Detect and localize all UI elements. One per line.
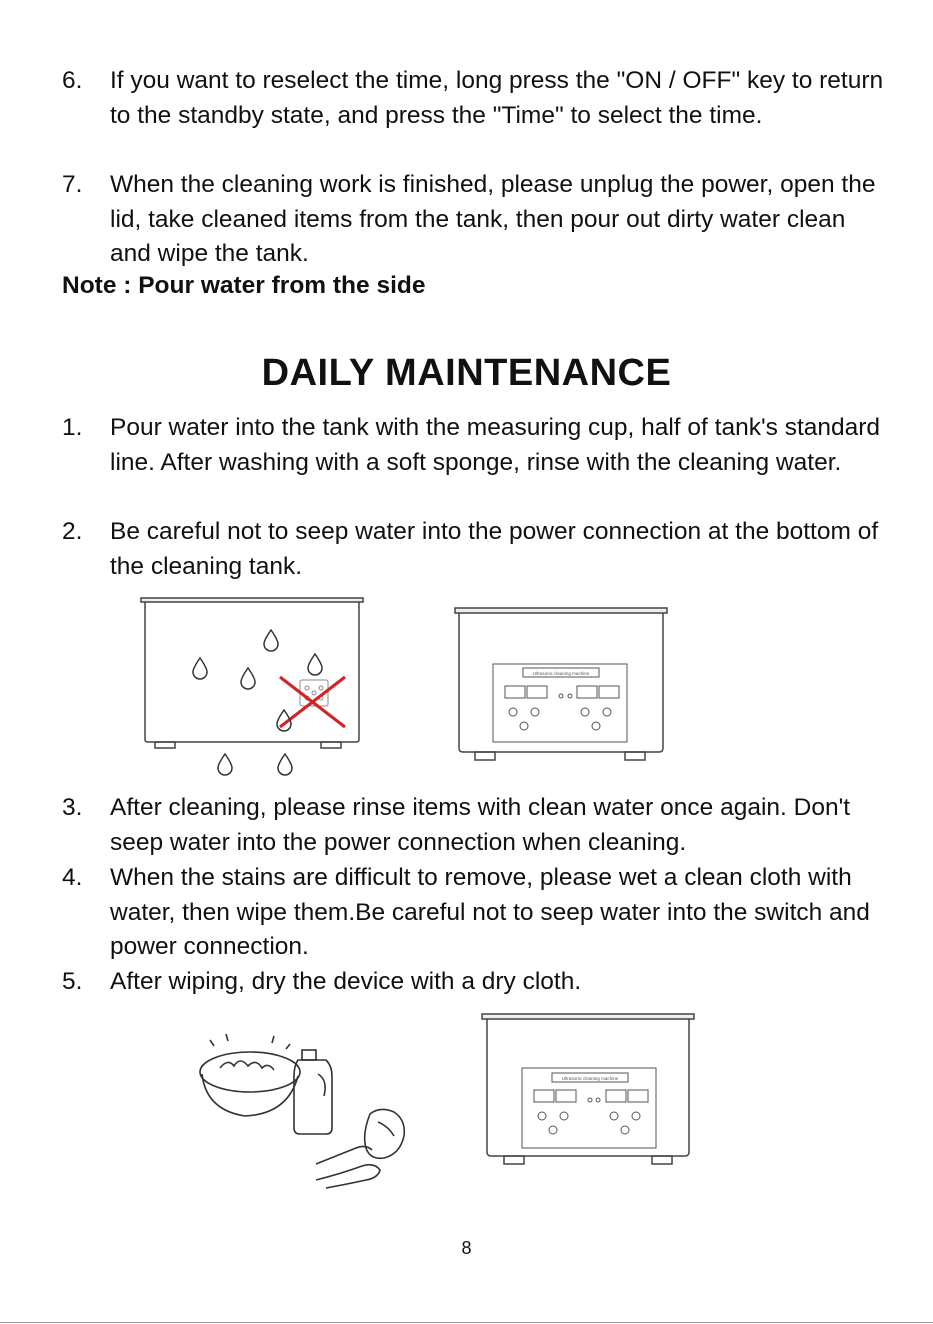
tank-water-illustration: [135, 592, 370, 787]
wiping-illustration: [190, 1030, 440, 1195]
step-number: 1.: [62, 414, 83, 441]
step-text: When the cleaning work is finished, please unplug the power, open the lid, take cleaned items from the tank, then pour out dirty water clean and wipe the tank.: [110, 171, 876, 268]
step-text: Be careful not to seep water into the power connection at the bottom of the cleaning tank.: [110, 518, 879, 580]
page-number: 8: [461, 1238, 472, 1258]
step-number: 4.: [62, 864, 83, 891]
step-text: After wiping, dry the device with a dry cloth.: [110, 968, 582, 995]
device-front-illustration: [453, 606, 671, 766]
step-text: Pour water into the tank with the measuring cup, half of tank's standard line. After washing with a soft sponge, rinse with the cleaning water.: [110, 414, 881, 476]
step-text: If you want to reselect the time, long press the "ON / OFF" key to return to the standby state, and press the "Time" to select the time.: [110, 67, 884, 129]
step-number: 5.: [62, 968, 83, 995]
water-drop-icon: [193, 630, 322, 775]
device-panel-label: Ultrasonic cleaning machine: [532, 671, 590, 676]
cleaner-bottle-icon: [294, 1050, 332, 1134]
section-title: DAILY MAINTENANCE: [261, 352, 672, 394]
cloth-hand-icon: [316, 1109, 404, 1188]
step-number: 7.: [62, 171, 83, 198]
note-text: Note : Pour water from the side: [62, 272, 426, 299]
step-text: When the stains are difficult to remove, please wet a clean cloth with water, then wipe them.Be careful not to seep water into the switch and power connection.: [110, 864, 870, 961]
device-front-illustration-2: [480, 1012, 698, 1170]
step-text: After cleaning, please rinse items with clean water once again. Don't seep water into the power connection when cleaning.: [110, 794, 851, 856]
footer-divider: [0, 1322, 933, 1323]
step-number: 2.: [62, 518, 83, 545]
device-panel-label: Ultrasonic cleaning machine: [561, 1076, 619, 1081]
step-number: 3.: [62, 794, 83, 821]
step-number: 6.: [62, 67, 83, 94]
